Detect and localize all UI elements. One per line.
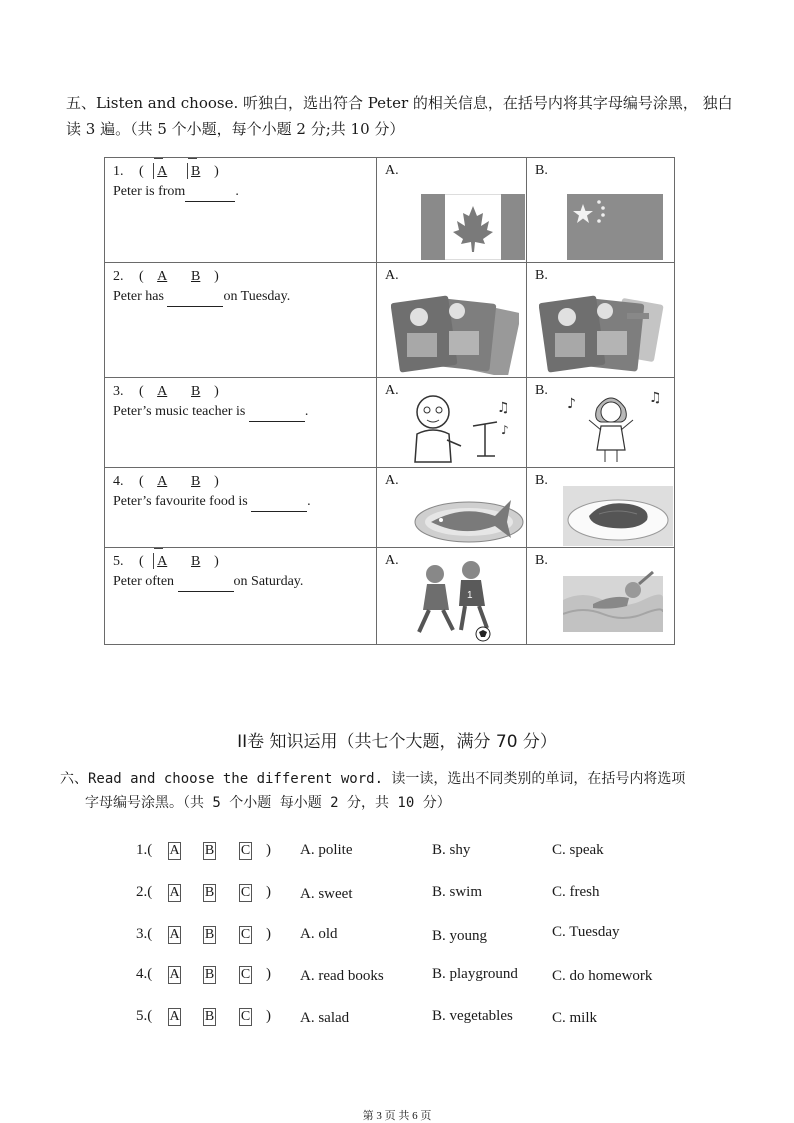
- question-number: 3.: [113, 384, 124, 399]
- answer-bubble-a[interactable]: A: [153, 162, 171, 182]
- choice-b: B. swim: [432, 884, 483, 900]
- choice-b: B. young: [432, 928, 488, 944]
- swimming-icon: [563, 570, 663, 634]
- option-a-cell: [377, 468, 527, 548]
- china-flag-icon: [567, 194, 663, 260]
- answer-bubble-c[interactable]: C: [240, 843, 251, 858]
- option-b-cell: [527, 378, 675, 468]
- choice-c: C. milk: [552, 1010, 598, 1026]
- answer-blank[interactable]: [249, 407, 305, 422]
- male-music-teacher-icon: [397, 388, 517, 466]
- table-row: [105, 158, 675, 263]
- choice-b: B. shy: [432, 842, 471, 858]
- question-cell: 5. ( A B ) Peter often on Saturday.: [105, 548, 377, 645]
- answer-bubble-b[interactable]: B: [191, 554, 201, 569]
- list-item: 3.( A B C ) A. old B. young C. Tuesday: [136, 924, 620, 944]
- list-item: 5.( A B C ) A. salad B. vegetables C. milk: [136, 1008, 598, 1026]
- answer-bubble-b[interactable]: B: [204, 885, 215, 900]
- question-number: 3.(: [136, 926, 153, 942]
- choice-a: A. old: [300, 926, 338, 942]
- option-b-label: B.: [535, 553, 548, 568]
- answer-bubble-a[interactable]: A: [157, 474, 168, 489]
- section6-title-line1: 六、Read and choose the different word. 读一读，选出不同类别的单词，在括号内将选项: [60, 771, 686, 787]
- option-b-label: B.: [535, 383, 548, 398]
- answer-bubble-b[interactable]: B: [204, 967, 215, 982]
- option-b-cell: [527, 158, 675, 263]
- option-b-cell: [527, 468, 675, 548]
- question-number: 5.(: [136, 1008, 153, 1024]
- question-number: 1.(: [136, 842, 153, 858]
- female-music-teacher-icon: [567, 384, 671, 466]
- option-a-cell: [377, 378, 527, 468]
- listen-choose-table: [104, 157, 675, 645]
- choice-a: A. salad: [300, 1010, 350, 1026]
- choice-c: C. fresh: [552, 884, 600, 900]
- choice-a: A. sweet: [300, 886, 353, 902]
- choice-c: C. speak: [552, 842, 604, 858]
- answer-blank[interactable]: [178, 577, 234, 592]
- option-a-label: A.: [385, 163, 399, 178]
- table-row: [105, 378, 675, 468]
- answer-bubble-c[interactable]: C: [240, 885, 251, 900]
- fish-dish-icon: [413, 482, 525, 546]
- question-number: 2.(: [136, 884, 153, 900]
- answer-bubble-c[interactable]: C: [240, 1009, 251, 1024]
- option-b-cell: [527, 548, 675, 645]
- answer-bubble-b[interactable]: B: [191, 384, 201, 399]
- section5-title: [66, 90, 746, 142]
- table-row: [105, 263, 675, 378]
- question-cell: 1. ( A B ) Peter is from .: [105, 158, 377, 263]
- option-b-label: B.: [535, 473, 548, 488]
- option-a-cell: [377, 548, 527, 645]
- option-a-label: A.: [385, 473, 399, 488]
- answer-bubble-a[interactable]: A: [157, 384, 168, 399]
- option-a-label: A.: [385, 383, 399, 398]
- section5-title-line2: 读 3 遍。（共 5 个小题，每个小题 2 分;共 10 分）: [66, 120, 405, 138]
- option-a-label: A.: [385, 553, 399, 568]
- answer-blank[interactable]: [251, 497, 307, 512]
- question-text: Peter is from .: [113, 182, 368, 202]
- choice-c: C. Tuesday: [552, 924, 620, 940]
- list-item: 1.( A B C ) A. polite B. shy C. speak: [136, 842, 604, 858]
- question-text: Peter often on Saturday.: [113, 572, 368, 592]
- answer-bubble-c[interactable]: C: [240, 927, 251, 942]
- question-text: Peter has on Tuesday.: [113, 287, 368, 307]
- question-cell: 2. ( A B ) Peter has on Tuesday.: [105, 263, 377, 378]
- section6-title-line2: 字母编号涂黑。（共 5 个小题 每小题 2 分，共 10 分）: [85, 795, 451, 811]
- question-text: Peter’s music teacher is .: [113, 402, 368, 422]
- option-a-cell: [377, 158, 527, 263]
- canada-flag-icon: [421, 194, 525, 260]
- math-english-books-icon: [539, 293, 667, 375]
- math-english-books-icon: [391, 293, 519, 375]
- svg-text:♫: ♫: [649, 390, 662, 406]
- answer-bubble-b[interactable]: B: [191, 474, 201, 489]
- answer-bubble-a[interactable]: A: [169, 885, 180, 900]
- list-item: 2.( A B C ) A. sweet B. swim C. fresh: [136, 884, 600, 902]
- question-number: 1.: [113, 164, 124, 179]
- question-cell: 3. ( A B ) Peter’s music teacher is .: [105, 378, 377, 468]
- answer-bubble-b[interactable]: B: [204, 927, 215, 942]
- part2-title: II卷 知识运用（共七个大题，满分 70 分）: [237, 732, 557, 752]
- choice-a: A. read books: [300, 968, 384, 984]
- question-number: 5.: [113, 554, 124, 569]
- svg-text:♪: ♪: [501, 423, 509, 437]
- answer-bubble-b[interactable]: B: [204, 1009, 215, 1024]
- table-row: [105, 468, 675, 548]
- option-a-label: A.: [385, 268, 399, 283]
- answer-bubble-a[interactable]: A: [169, 843, 180, 858]
- answer-bubble-a[interactable]: A: [169, 1009, 180, 1024]
- answer-blank[interactable]: [185, 187, 235, 202]
- section6-title: [60, 767, 760, 815]
- choice-b: B. vegetables: [432, 1008, 513, 1024]
- svg-text:♫: ♫: [497, 400, 510, 416]
- option-b-label: B.: [535, 268, 548, 283]
- option-b-cell: [527, 263, 675, 378]
- question-number: 4.(: [136, 966, 153, 982]
- playing-football-icon: [413, 560, 503, 642]
- choice-c: C. do homework: [552, 968, 653, 984]
- answer-bubble-a[interactable]: A: [169, 967, 180, 982]
- beef-dish-icon: [563, 486, 673, 546]
- question-number: 2.: [113, 269, 124, 284]
- answer-bubble-c[interactable]: C: [240, 967, 251, 982]
- answer-bubble-a[interactable]: A: [169, 927, 180, 942]
- svg-text:1: 1: [467, 590, 473, 601]
- question-cell: 4. ( A B ) Peter’s favourite food is .: [105, 468, 377, 548]
- question-text: Peter’s favourite food is .: [113, 492, 368, 512]
- answer-bubble-b[interactable]: B: [191, 269, 201, 284]
- table-row: [105, 548, 675, 645]
- answer-blank[interactable]: [167, 292, 223, 307]
- choice-a: A. polite: [300, 842, 353, 858]
- option-a-cell: [377, 263, 527, 378]
- svg-text:♪: ♪: [567, 396, 576, 412]
- choice-b: B. playground: [432, 966, 518, 982]
- option-b-label: B.: [535, 163, 548, 178]
- page-footer: 第 3 页 共 6 页: [362, 1110, 432, 1122]
- answer-bubble-b[interactable]: B: [187, 162, 205, 182]
- list-item: 4.( A B C ) A. read books B. playground C. do homework: [136, 966, 653, 984]
- question-number: 4.: [113, 474, 124, 489]
- section5-title-line1: 五、Listen and choose. 听独白，选出符合 Peter 的相关信息，在括号内将其字母编号涂黑， 独白: [66, 94, 733, 112]
- answer-bubble-a[interactable]: A: [157, 269, 168, 284]
- answer-bubble-b[interactable]: B: [204, 843, 215, 858]
- answer-bubble-a[interactable]: A: [153, 552, 171, 572]
